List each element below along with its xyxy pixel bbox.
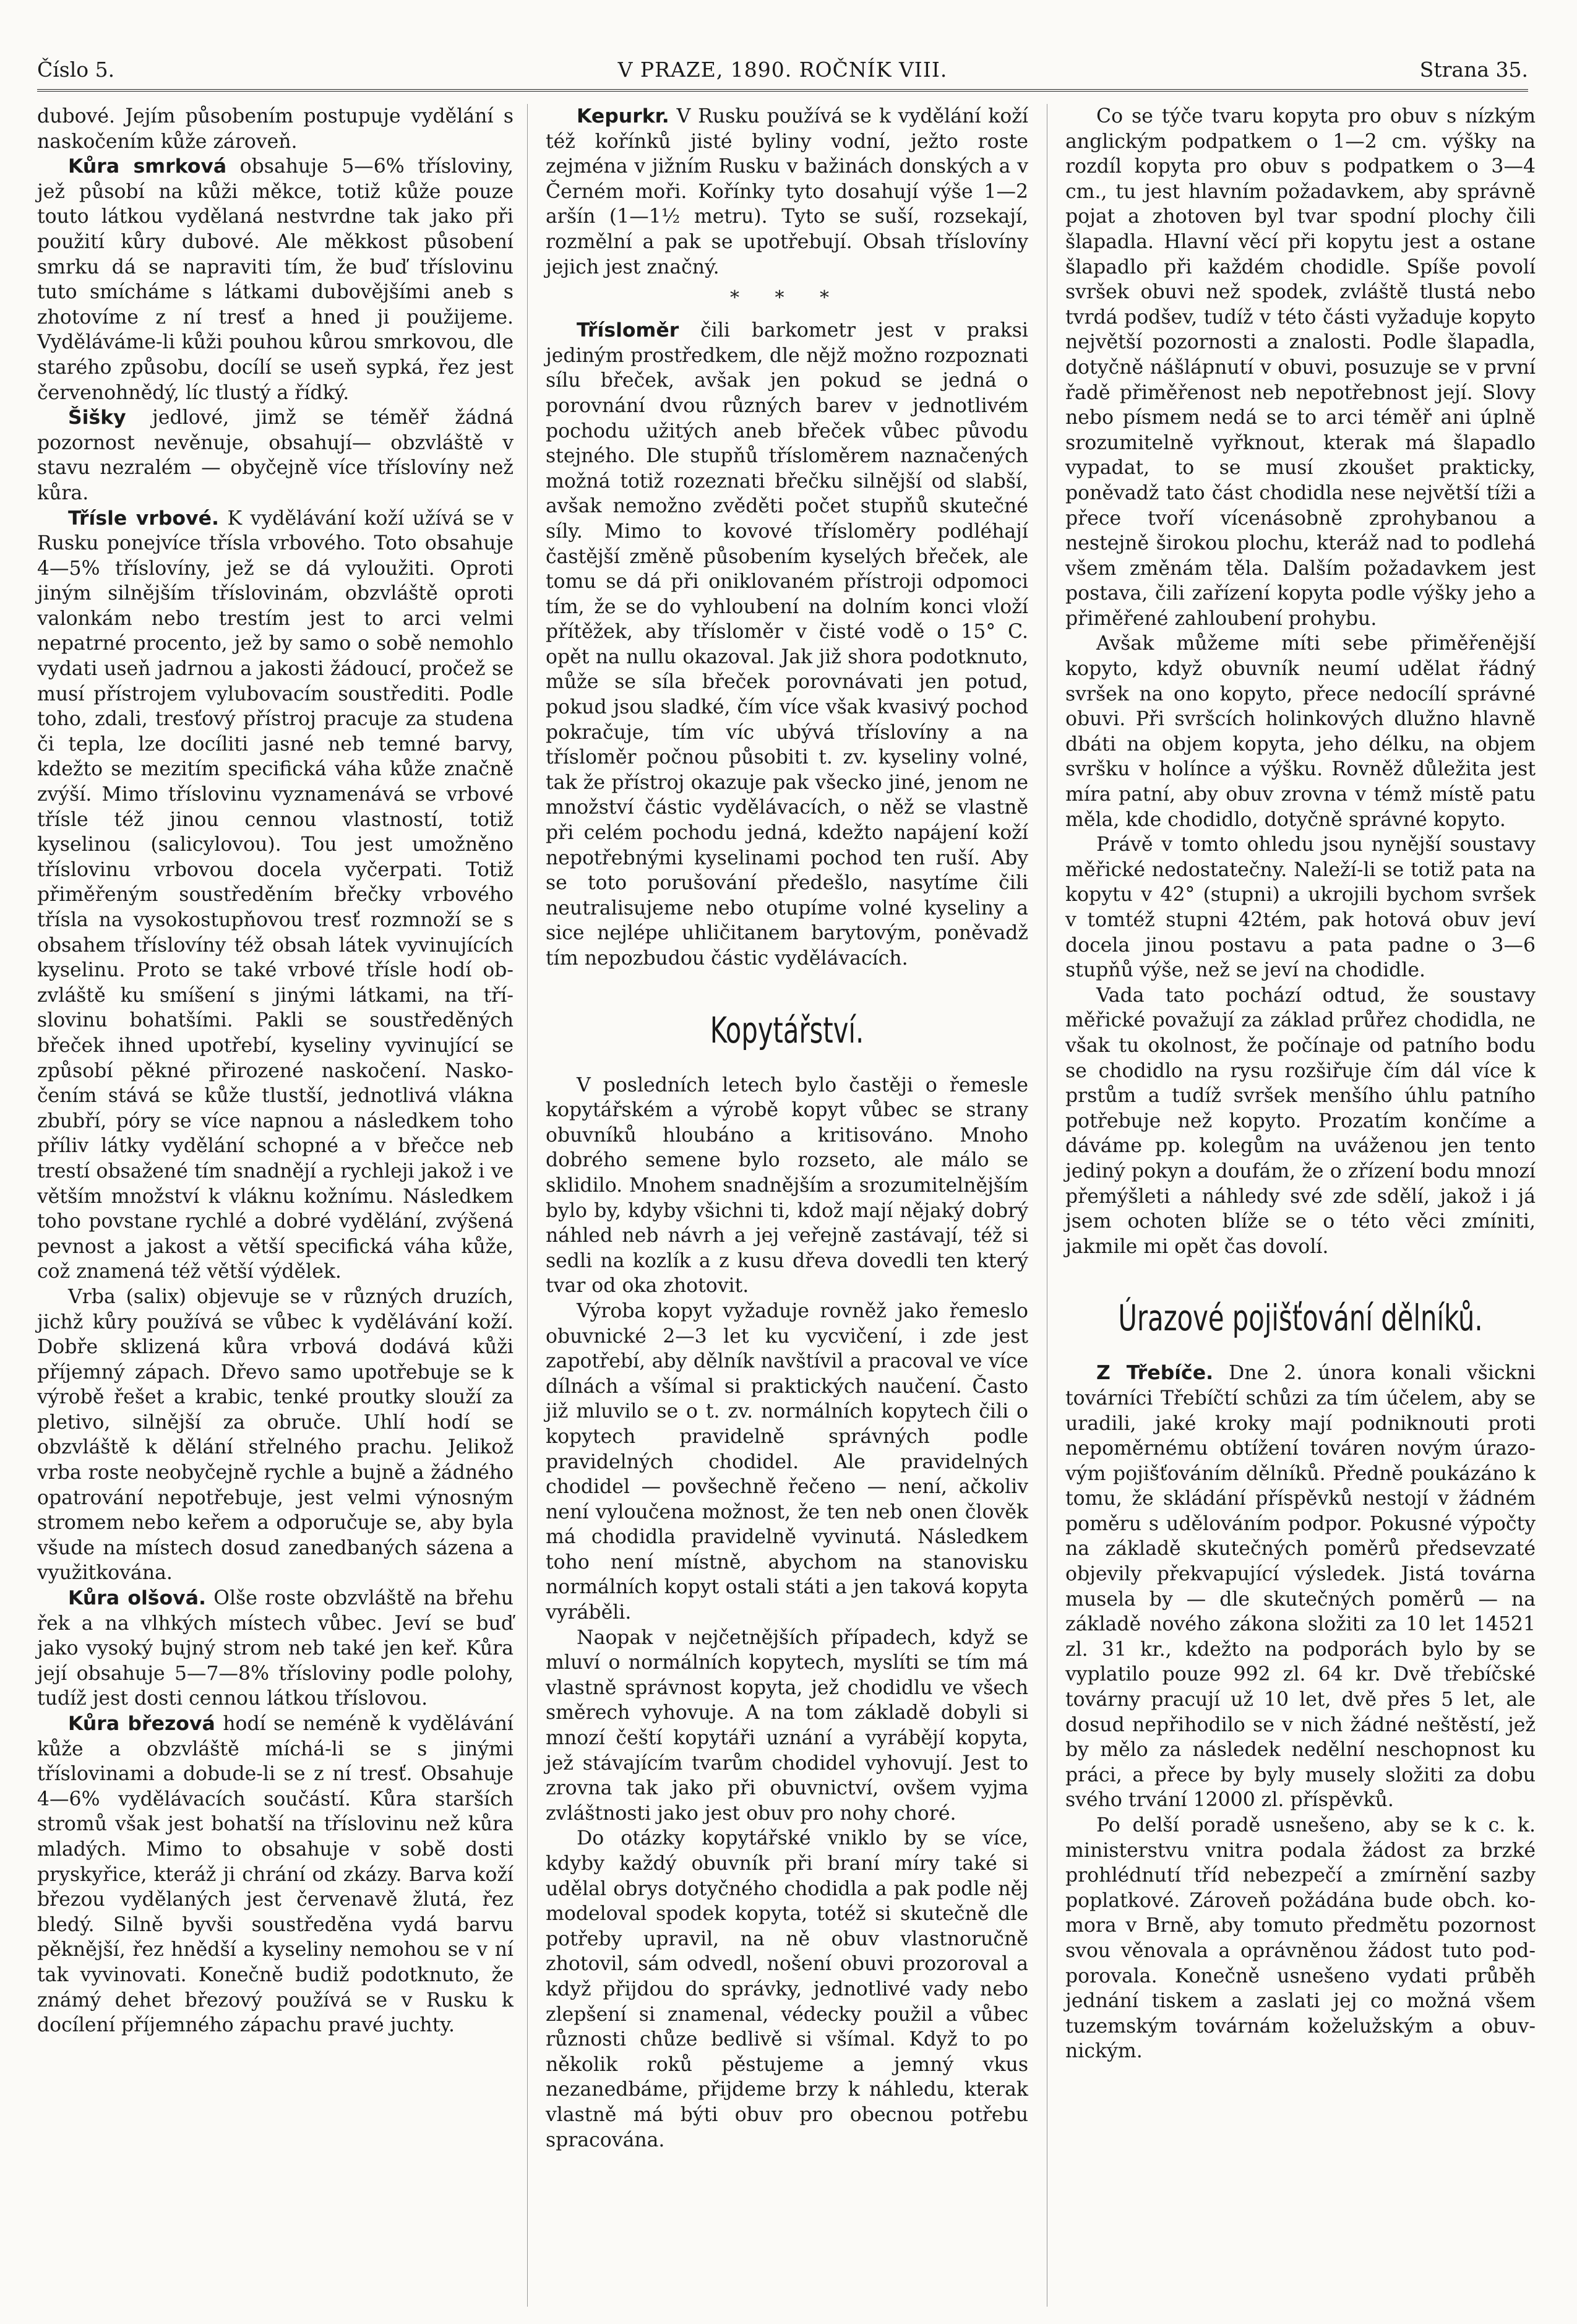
page-header	[37, 54, 1528, 85]
text-barkometer: čili barkometr jest v praksi jediným prostředkem, dle nějž možno rozpoznati sílu břeček, avšak jen pokud se jedná o porovnání dvou různých barev v jednotlivém pochodu užitých aneb břeček vůbec původu stejného. Dle stupňů třísloměrem naznačených možná totiž rozeznati břečku silnější od slabší, avšak nemožno zvěděti počet stupňů skutečné síly. Mimo to kovové třísloměry podléhají častější změně působením kyselých břeček, ale tomu se dá při oniklovaném přístroji odpomoci tím, že se do vyhloubení na dolním konci vloží přítěžek, aby třísloměr v čisté vodě o 15° C. opět na nullu okazoval. Jak již shora podotknuto, může se síla břeček porovnávati jen potud, pokud jsou sladké, čím více však kvasivý pochod pokračuje, tím víc ubývá tříslovíny a na třísloměr počnou působiti t. zv. kyseliny volné, tak že přístroj okazuje pak všecko jiné, jenom ne množství částic vydělávacích, o něž se vlastně při celém pochodu jedná, kdežto napájení koží nepotřebnými kyselinami pochod ten ruší. Aby se toto porušování předešlo, nasytíme čili neutralisujeme nebo otupíme volné kyseliny a sice nejlépe uhličitanem barytovým, poněvadž tím nepozbudou částic vydělávacích.	[546, 319, 1028, 970]
text-trebic: Dne 2. února konali všickni továrníci Třebíčtí schůzi za tím účelem, aby se uradili, jaké kroky mají podniknouti proti nepoměrnému obtížení továren novým úrazovým pojišťováním dělníků. Předně poukázáno k tomu, že skládání příspěvků nestojí v žádném poměru s udělováním podpor. Pokusné výpočty na základě skutečných poměrů předsevzaté objevily překvapující výsledek. Jistá továrna musela by — dle skutečných poměrů — na základě nového zákona složiti za 10 let 14521 zl. 31 kr., kdežto na podporách bylo by se vyplatilo pouze 992 zl. 64 kr. Dvě třebíčské továrny pracují už 10 let, dvě přes 5 let, ale dosud nepřihodilo se v nich žádné neštěstí, jež by mělo za následek nedělní neschopnost ku práci, a přece by byly musely složiti za dobu svého trvání 12000 zl. příspěvků.	[1065, 1362, 1536, 1812]
paragraph-willow-tannin	[37, 506, 513, 1285]
column-3	[1065, 104, 1536, 2064]
paragraph-last-shape: Co se týče tvaru kopyta pro obuv s nízkým anglickým podpatkem o 1—2 cm. výšky na rozdíl kopyta pro obuv s podpatkem o 3—4 cm., tu jest hlavním požadavkem, aby správně pojat a zhotoven byl tvar spodní plochy čili šlapadla. Hlavní věcí při kopytu jest a ostane šlapadlo při každém chodidle. Spíše povolí svršek obuvi než spodek, zvláště tlustá nebo tvrdá podšev, tudíž v této části vyžaduje kopyto největší pozornosti a znalosti. Podle šlapadla, dotyčně nášlápnutí v obuvi, posuzuje se v první řadě přiměřenost neb nepotřebnost její. Slovy nebo písmem nedá se to arci téměř ani úplně srozumitelně vyřknout, kterak má šlapadlo vypadat, to se musí zkoušet prakticky, poněvadž tato část chodidla nese největší tíži a přece tvoří vícenásobně zprohybanou a nestejně širokou plochu, kteráž nad to podlehá všem změnám těla. Dalším požadavkem jest postava, čili zařízení kopyta podle výšky jeho a přiměřené zahloubení prohybu.	[1065, 105, 1536, 630]
paragraph-last-making-3: Naopak v nejčetnějších případech, když se mluví o normálních kopytech, myslíti se tím má vlastně správnost kopyta, jež chodidlu ve všech směrech vyhovuje. A na tom základě dobyli si mnozí čeští kopytáři uznání a vyrábějí kopyta, jež stávajícím tvarům chodidel vyhovují. Jest to zrovna tak jako při obuvnictví, ovšem vyjma zvláštnosti jako jest obuv pro nohy choré.	[546, 1626, 1028, 1825]
term-alder-bark: Kůra olšová.	[68, 1587, 206, 1610]
paragraph-spruce-bark	[37, 154, 513, 405]
paragraph-upper: Avšak můžeme míti sebe přiměřenější kopyto, když obuvník neumí udělat řádný svršek na ono kopyto, přece nedocílí správné obuvi. Při svršcích holinkových dlužno hlavně dbáti na objem kopyta, jeho délku, na objem svršku v holínce a výšku. Rovněž důležita jest míra patní, aby obuv zrovna v témž místě patu měla, kde chodidlo, dotyčně správné kopyto.	[1065, 632, 1536, 831]
page-number: Strana 35.	[1419, 58, 1528, 82]
issue-number: Číslo 5.	[37, 58, 115, 82]
term-trebic: Z Třebíče.	[1096, 1362, 1214, 1385]
intro-paragraph: dubové. Jejím působením postupuje vydělání s naskočením kůže zároveň.	[37, 105, 513, 153]
paragraph-resolution: Po delší poradě usnešeno, aby se k c. k. ministerstvu vnitra podala žádost za brzké prohlédnutí tříd nebezpečí a zmírnění sazby poplatkové. Zároveň požádána bude obch. komora v Brně, aby tomuto předmětu pozornost svou věnovala a oprávněnou žádost tuto podporovala. Konečně usnešeno vydati průběh jednání tiskem a zaslati jej co možná všem tuzemským továrnám koželužským a obuvnickým.	[1065, 1814, 1536, 2063]
term-barkometer: Třísloměr	[577, 319, 679, 342]
term-cones: Šišky	[68, 407, 126, 429]
text-alder-bark: Olše roste obzvláště na břehu řek a na vlhkých místech vůbec. Jeví se buď jako vysoký bujný strom neb také jen keř. Kůra její obsahuje 5—7—8% třísloviny podle polohy, tudíž jest dosti cennou látkou tříslovou.	[37, 1587, 514, 1710]
column-2	[546, 104, 1028, 2153]
term-willow-tannin: Třísle vrbové.	[68, 507, 219, 530]
term-spruce-bark: Kůra smrková	[68, 155, 227, 178]
paragraph-cones	[37, 405, 513, 506]
paragraph-last-making-1: V posledních letech bylo častěji o řemesle kopytářském a výrobě kopyt vůbec se strany obuvníků hloubáno a kritisováno. Mnoho dobrého semene bylo rozseto, ale málo se sklidilo. Mnohem snadnějším a srozumitelnějším bylo by, kdyby všichni ti, kdož mají nějaký dobrý náhled neb návrh a jej veřejně zastávají, též si sedli na kozlík a z kusu dřeva dovedli ten který tvar od oka zhotovit.	[546, 1074, 1028, 1298]
text-birch-bark: hodí se neméně k vydělávání kůže a obzvláště míchá-li se s jinými tříslovinami a dobude-li se z ní tresť. Obsahuje 4—6% vydělávacích součástí. Kůra starších stromů však jest bohatší na tříslovinu než kůra mladých. Mimo to obsahuje v sobě dosti pryskyřice, kteráž ji chrání od zkázy. Barva koží březou vydělaných jest červenavě žlutá, řez bledý. Silně byvši soustředěna vydá barvu pěknější, řez hnědší a kyseliny nemohou se v ní tak vyvinovati. Konečně budiž podotknuto, že známý dehet březový používá se v Rusku k docílení příjemného zápachu pravé juchty.	[37, 1713, 513, 2037]
section-title-accident-insurance: Úrazové pojišťování dělníků.	[1118, 1297, 1483, 1340]
header-rule	[37, 89, 1528, 92]
paragraph-measuring-systems: Právě v tomto ohledu jsou nynější soustavy měřické nedostatečny. Naleží-li se totiž pata na kopytu v 42° (stupni) a ukrojili bychom svršek v tomtéž stupni 42tém, pak hotová obuv jeví docela jinou postavu a pata padne o 3—6 stupňů výše, než se jeví na chodidle.	[1065, 833, 1536, 982]
term-kepurkr: Kepurkr.	[577, 105, 669, 127]
paragraph-last-making-4: Do otázky kopytářské vniklo by se více, kdyby každý obuvník při braní míry také si udělal obrys dotyčného chodidla a pak podle něj modeloval spodek kopyta, totéž si skutečně dle potřeby upravil, na ně obuv vlastnoručně zhotovil, sám odvedl, nošení obuvi prozoroval a když přijdou do správky, jednotlivé vady nebo zlepšení si znamenal, védecky použil a vůbec různosti chůze bedlivě si všímal. Když to po několik roků pěstujeme a jemný vkus nezanedbáme, přijdeme brzy k náhledu, kterak vlastně má býti obuv pro obecnou potřebu spracována.	[546, 1827, 1028, 2151]
text-kepurkr: V Rusku používá se k vydělání koží též kořínků jisté byliny vodní, ježto roste zejména v jižním Rusku v bažinách donských a v Černém moři. Kořínky tyto dosahují výše 1—2 aršín (1—1½ metru). Tyto se suší, rozsekají, rozmělní a pak se upotřebují. Obsah tříslovíny jejich jest značný.	[546, 105, 1028, 278]
place-year-volume: V PRAZE, 1890. ROČNÍK VIII.	[617, 58, 948, 82]
paragraph-last-making-2: Výroba kopyt vyžaduje rovněž jako řemeslo obuvnické 2—3 let ku vycvičení, i zde jest zapotřebí, aby dělník navštívil a pracoval ve více dílnách a všímal si praktických naučení. Často již mluvilo se o t. zv. normálních kopytech čili o kopytech pravidelně správných podle pravidelných chodidel. Ale pravidelných chodidel — povšechně řečeno — není, ačkoliv není vyloučena možnost, že ten neb onen člověk má chodidla pravidelně vyvinutá. Následkem toho není místně, abychom na stanovisku normálních kopyt ostali státi a jen taková kopyta vyráběli.	[546, 1299, 1028, 1624]
term-birch-bark: Kůra březová	[68, 1713, 215, 1735]
paragraph-trebic	[1065, 1361, 1536, 1813]
paragraph-kepurkr	[546, 104, 1028, 280]
text-willow-tannin: K vydělávání koží užívá se v Rusku ponejvíce třísla vrbového. Toto obsahuje 4—5% tříslovíny, jež se dá vyloužiti. Oproti jiným silnějším tříslovinám, obzvláště oproti valonkám nebo trestím jest to arci velmi nepatrné procento, jež by samo o sobě nemohlo vydati useň jadrnou a jakosti žádoucí, pročež se musí přístrojem vylubovacím soustřediti. Podle toho, zdali, tresťový přístroj pracuje za studena či tepla, lze docíliti jasné neb temné barvy, kdežto se mezitím specifická váha kůže značně zvýší. Mimo tříslovinu vyznamenává se vrbové třísle též jinou cennou vlastností, totiž kyselinou (salicylovou). Tou jest umožněno tříslovinu vrbovou docela vyčerpati. Totiž přiměřeným soustředěním břečky vrbového třísla na vysokostupňovou tresť rozmnoží se s obsahem tříslovíny též obsah látek vyvinujících kyselinu. Proto se také vrbové třísle hodí obzvláště ku smíšení s jinými látkami, na tříslovinu bohatšími. Pakli se soustředěných břeček ihned upotřebí, kyseliny vyvinující se způsobí pěkné přirozené naskočení. Naskočením stává se kůže tlustší, jednotlivá vlákna zbubří, póry se více napnou a následkem toho příliv látky vydělání schopné a v břečce neb trestí obsažené tím snadnějí a rychleji jakož i ve větším množství k vláknu kožnímu. Následkem toho povstane rychlé a dobré vydělání, zvýšená pevnost a jakost a větší specifická váha kůže, což znamená též větší výdělek.	[37, 507, 514, 1283]
paragraph-barkometer	[546, 318, 1028, 971]
text-cones: jedlové, jimž se téměř žádná pozornost nevěnuje, obsahují— obzvláště v stavu nezralém — obyčejně více tříslovíny než kůra.	[37, 407, 513, 504]
paragraph-willow: Vrba (salix) objevuje se v různých druzích, jichž kůry používá se vůbec k vydělávání koží. Dobře sklizená kůra vrbová dodává kůži příjemný zápach. Dřevo samo upotřebuje se k výrobě řešet a krabic, tenké proutky slouží za pletivo, silnější za obruče. Uhlí hodí se obzvláště k dělání střelného prachu. Jelikož vrba roste neobyčejně rychle a bujně a žádného opatrování nepotřebuje, jest velmi výnosným stromem nebo keřem a odporučuje se, aby byla všude na místech dosud zanedbaných sázena a využitkována.	[37, 1285, 513, 1585]
paragraph-birch-bark	[37, 1711, 513, 2038]
paragraph-defect: Vada tato pochází odtud, že soustavy měřické považují za základ průřez chodidla, ne však tu okolnost, že počínaje od patního bodu se chodidlo na rysu rozšiřuje čím dál více k prstům a tudíž svršek menšího úhlu patního potřebuje než kopyto. Prozatím končíme a dáváme pp. kolegům na uváženou jen tento jediný pokyn a doufám, že o zřízení bodu mnozí přemýšleti a náhledy své zde sdělí, jakož i já jsem ochoten blíže se o této věci zmíniti, jakmile mi opět čas dovolí.	[1065, 984, 1536, 1258]
text-spruce-bark: obsahuje 5—6% třísloviny, jež působí na kůži měkce, totiž kůže pouze touto látkou vydělaná nestvrdne tak jako při použití kůry dubové. Ale měkkost působení smrku dá se napraviti tím, že buď tříslovinu tuto smícháme s látkami dubovějšími aneb s zhotovíme z ní tresť a hned ji použijeme. Vyděláváme-li kůži pouhou kůrou smrkovou, dle starého způsobu, docílí se useň sypká, řez jest červenohnědý, líc tlustý a řídký.	[37, 155, 514, 404]
column-1	[37, 104, 513, 2038]
column-divider-1	[527, 104, 528, 2307]
section-title-last-making: Kopytářství.	[710, 1009, 864, 1051]
paragraph-alder-bark	[37, 1586, 513, 1711]
section-separator-stars: * * *	[729, 287, 844, 309]
